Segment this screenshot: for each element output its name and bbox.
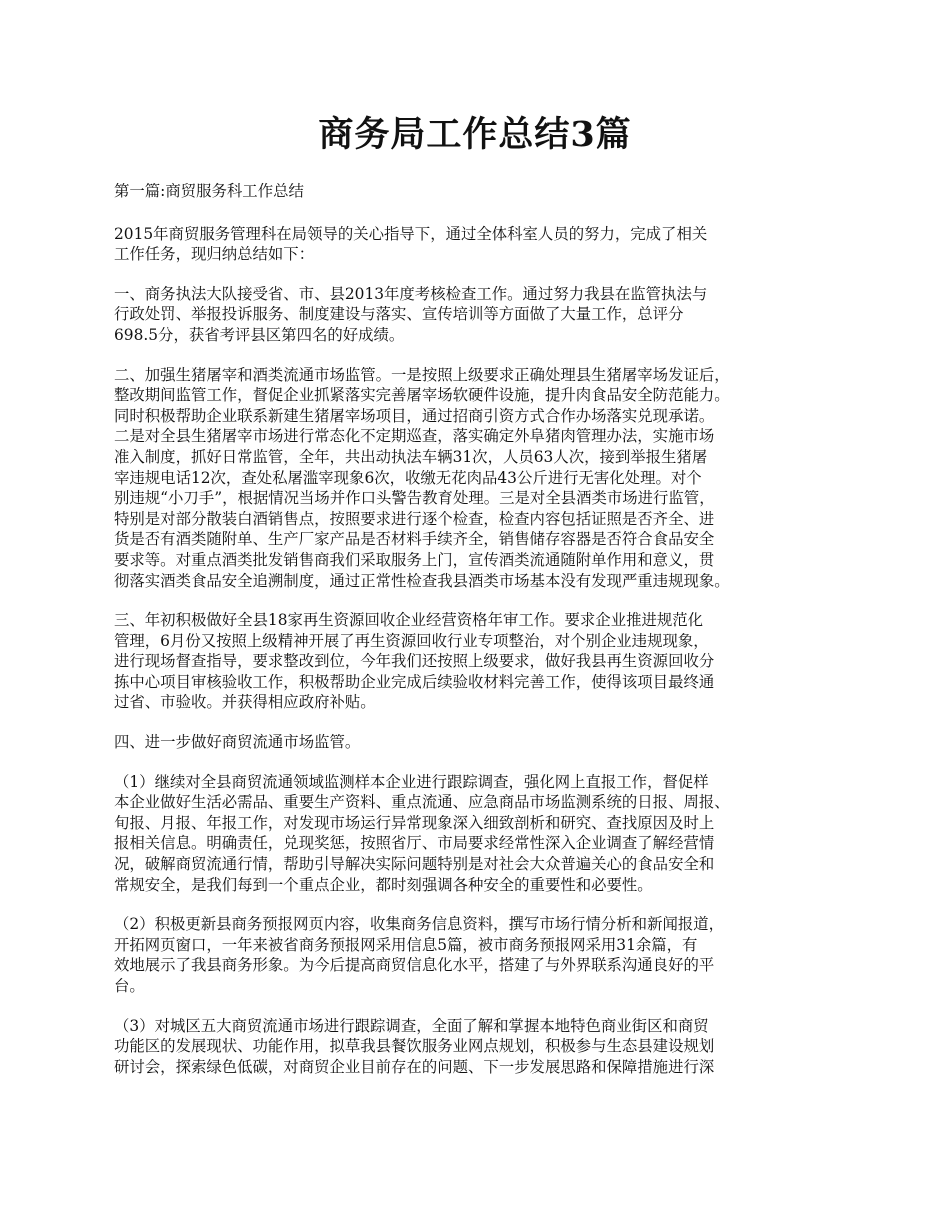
text-line: 行政处罚、举报投诉服务、制度建设与落实、宣传培训等方面做了大量工作，总评分	[114, 305, 684, 324]
text-line: 本企业做好生活必需品、重要生产资料、重点流通、应急商品市场监测系统的日报、周报、	[114, 793, 730, 812]
text-line: （3）对城区五大商贸流通市场进行跟踪调查，全面了解和掌握本地特色商业街区和商贸	[114, 1016, 709, 1035]
text-line: 研讨会，探索绿色低碳，对商贸企业目前存在的问题、下一步发展思路和保障措施进行深	[114, 1057, 715, 1076]
text-line: 一、商务执法大队接受省、市、县2013年度考核检查工作。通过努力我县在监管执法与	[114, 284, 708, 303]
document-title: 商务局工作总结3篇	[318, 114, 632, 155]
text-line: 宰违规电话12次，查处私屠滥宰现象6次，收缴无花肉品43公斤进行无害化处理。对个	[114, 468, 702, 487]
text-line: 彻落实酒类食品安全追溯制度，通过正常性检查我县酒类市场基本没有发现严重违规现象。	[114, 571, 730, 590]
text-line: 功能区的发展现状、功能作用，拟草我县餐饮服务业网点规划，积极参与生态县建设规划	[114, 1037, 715, 1056]
text-line: 2015年商贸服务管理科在局领导的关心指导下，通过全体科室人员的努力，完成了相关	[114, 224, 708, 243]
text-line: 效地展示了我县商务形象。为今后提高商贸信息化水平，搭建了与外界联系沟通良好的平	[114, 956, 715, 975]
text-line: 报相关信息。明确责任，兑现奖惩，按照省厅、市局要求经常性深入企业调查了解经营情	[114, 834, 715, 853]
paragraph	[114, 1016, 854, 1078]
text-line: 工作任务，现归纳总结如下：	[114, 245, 315, 264]
text-line: 三、年初积极做好全县18家再生资源回收企业经营资格年审工作。要求企业推进规范化	[114, 611, 704, 630]
text-line: 二是对全县生猪屠宰市场进行常态化不定期巡查，落实确定外阜猪肉管理办法，实施市场	[114, 427, 715, 446]
text-line: 特别是对部分散装白酒销售点，按照要求进行逐个检查，检查内容包括证照是否齐全、进	[114, 509, 715, 528]
paragraph	[114, 610, 854, 713]
text-line: 台。	[114, 977, 145, 995]
text-line: 常规安全，是我们每到一个重点企业，都时刻强调各种安全的重要性和必要性。	[114, 875, 653, 894]
text-line: （2）积极更新县商务预报网页内容，收集商务信息资料，撰写市场行情分析和新闻报道，	[114, 915, 725, 934]
text-line: 拣中心项目审核验收工作，积极帮助企业完成后续验收材料完善工作，使得该项目最终通	[114, 672, 715, 691]
paragraph	[114, 772, 854, 896]
text-line: 管理，6月份又按照上级精神开展了再生资源回收行业专项整治，对个别企业违规现象，	[114, 631, 709, 650]
text-line: 开拓网页窗口，一年来被省商务预报网采用信息5篇，被市商务预报网采用31余篇，有	[114, 935, 698, 954]
paragraph	[114, 914, 854, 996]
text-line: 过省、市验收。并获得相应政府补贴。	[114, 693, 376, 712]
text-line: 整改期间监管工作，督促企业抓紧落实完善屠宰场软硬件设施，提升肉食品安全防范能力。	[114, 386, 730, 405]
text-line: （1）继续对全县商贸流通领域监测样本企业进行跟踪调查，强化网上直报工作，督促样	[114, 772, 709, 791]
text-line: 进行现场督查指导，要求整改到位，今年我们还按照上级要求，做好我县再生资源回收分	[114, 652, 715, 671]
text-line: 准入制度，抓好日常监管，全年，共出动执法车辆31次，人员63人次，接到举报生猪屠	[114, 447, 708, 466]
text-line: 698.5分，获省考评县区第四名的好成绩。	[114, 325, 405, 344]
paragraph	[114, 732, 854, 753]
text-line: 四、进一步做好商贸流通市场监管。	[114, 733, 361, 752]
section-heading	[114, 181, 854, 202]
paragraph	[114, 224, 854, 265]
text-line: 要求等。对重点酒类批发销售商我们采取服务上门，宣传酒类流通随附单作用和意义，贯	[114, 550, 715, 569]
document-body	[114, 181, 854, 1096]
text-line: 别违规“小刀手”，根据情况当场并作口头警告教育处理。三是对全县酒类市场进行监管，	[114, 489, 715, 508]
text-line: 第一篇:商贸服务科工作总结	[114, 182, 304, 200]
text-line: 货是否有酒类随附单、生产厂家产品是否材料手续齐全，销售储存容器是否符合食品安全	[114, 530, 715, 549]
paragraph	[114, 284, 854, 346]
text-line: 二、加强生猪屠宰和酒类流通市场监管。一是按照上级要求正确处理县生猪屠宰场发证后，	[114, 365, 730, 384]
paragraph	[114, 365, 854, 592]
text-line: 况，破解商贸流通行情，帮助引导解决实际问题特别是对社会大众普遍关心的食品安全和	[114, 855, 715, 874]
text-line: 旬报、月报、年报工作，对发现市场运行异常现象深入细致剖析和研究、查找原因及时上	[114, 813, 715, 832]
text-line: 同时积极帮助企业联系新建生猪屠宰场项目，通过招商引资方式合作办场落实兑现承诺。	[114, 406, 715, 425]
